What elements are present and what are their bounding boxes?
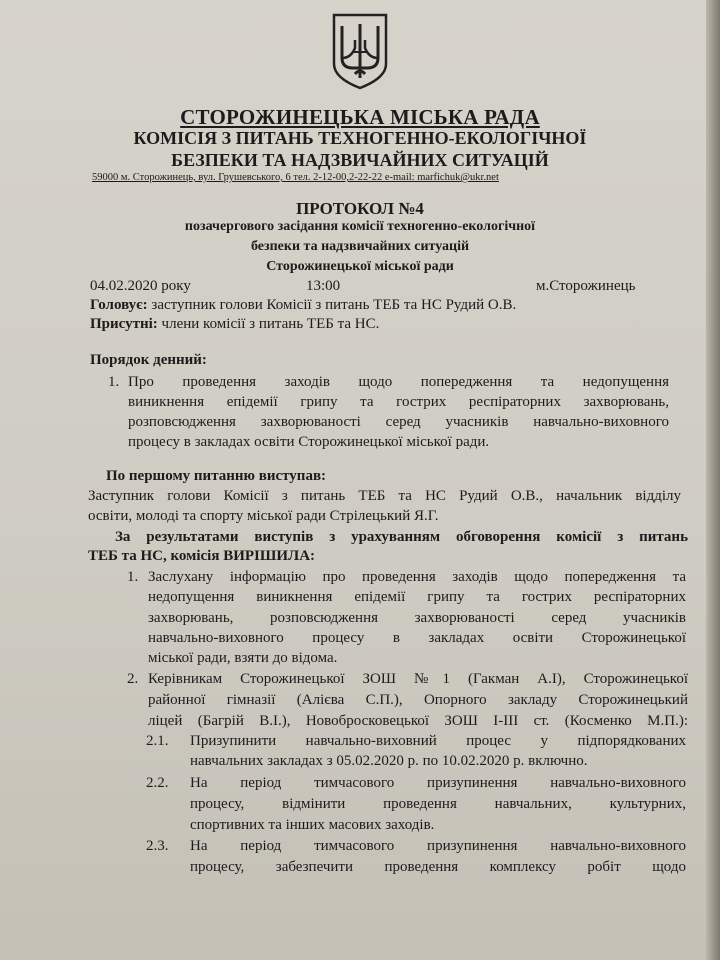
chair-text: заступник голови Комісії з питань ТЕБ та НС Рудий О.В. bbox=[147, 297, 517, 313]
decision-1-line: захворювань, розповсюдження захворюваності серед учасників bbox=[148, 610, 686, 626]
protocol-subtitle-line1: позачергового засідання комісії техногенно-екологічної bbox=[184, 219, 536, 234]
subitem-2-2-line: На період тимчасового призупинення навчально-виховного bbox=[190, 775, 686, 791]
commission-title-line2: БЕЗПЕКИ ТА НАДЗВИЧАЙНИХ СИТУАЦІЙ bbox=[171, 150, 549, 170]
present-label: Присутні: bbox=[90, 316, 158, 332]
decision-2-number: 2. bbox=[127, 671, 139, 687]
subitem-2-1-number: 2.1. bbox=[146, 733, 169, 749]
protocol-subtitle-line2: безпеки та надзвичайних ситуацій bbox=[250, 239, 470, 254]
decision-2-line: ліцей (Багрій В.І.), Новобросковецької ЗОШ І-ІІІ ст. (Косменко М.П.): bbox=[148, 713, 688, 729]
discussion-heading: По першому питанню виступав: bbox=[106, 468, 327, 484]
decision-heading-line2: ТЕБ та НС, комісія ВИРІШИЛА: bbox=[88, 548, 316, 564]
commission-title-line1: КОМІСІЯ З ПИТАНЬ ТЕХНОГЕННО-ЕКОЛОГІЧНОЇ bbox=[133, 128, 587, 148]
decision-2-line: районної гімназії (Алієва С.П.), Опорного закладу Сторожинецький bbox=[148, 692, 688, 708]
protocol-title: ПРОТОКОЛ №4 bbox=[296, 199, 424, 218]
decision-1-line: Заслухану інформацію про проведення заходів щодо попередження та bbox=[148, 569, 686, 585]
agenda-heading: Порядок денний: bbox=[90, 352, 207, 368]
subitem-2-3-line: На період тимчасового призупинення навчально-виховного bbox=[190, 838, 686, 854]
agenda-item-number: 1. bbox=[108, 374, 120, 390]
present-line bbox=[90, 316, 379, 333]
subitem-2-1-line: навчальних закладах з 05.02.2020 р. по 10.02.2020 р. включно. bbox=[190, 753, 588, 769]
subitem-2-1-line: Призупинити навчально-виховний процес у підпорядкованих bbox=[190, 733, 686, 749]
trident-emblem-icon bbox=[331, 12, 389, 90]
decision-1-line: міської ради, взяти до відома. bbox=[148, 650, 338, 666]
subitem-2-3-number: 2.3. bbox=[146, 838, 169, 854]
meeting-time: 13:00 bbox=[306, 278, 341, 294]
meeting-place: м.Сторожинець bbox=[536, 278, 636, 294]
meeting-date: 04.02.2020 року bbox=[90, 278, 191, 294]
decision-heading-line1: За результатами виступів з урахуванням обговорення комісії з питань bbox=[115, 529, 688, 545]
subitem-2-2-line: процесу, відмінити проведення навчальних, культурних, bbox=[190, 796, 686, 812]
subitem-2-2-number: 2.2. bbox=[146, 775, 169, 791]
agenda-item-line: виникнення епідемії грипу та гострих респіраторних захворювань, bbox=[128, 394, 669, 410]
decision-1-line: навчально-виховного процесу в закладах освіти Сторожинецької bbox=[148, 630, 686, 646]
subitem-2-3-line: процесу, забезпечити проведення комплексу робіт щодо bbox=[190, 859, 686, 875]
decision-1-number: 1. bbox=[127, 569, 139, 585]
chair-label: Головує: bbox=[90, 297, 148, 313]
chair-line bbox=[90, 297, 516, 314]
decision-2-line: Керівникам Сторожинецької ЗОШ №1 (Гакман А.І), Сторожинецької bbox=[148, 671, 688, 687]
agenda-item-line: розповсюдження захворюваності серед учасників навчально-виховного bbox=[128, 414, 669, 430]
subitem-2-2-line: спортивних та інших масових заходів. bbox=[190, 817, 435, 833]
present-text: члени комісії з питань ТЕБ та НС. bbox=[157, 316, 380, 332]
agenda-item-line: процесу в закладах освіти Сторожинецької міської ради. bbox=[128, 434, 490, 450]
discussion-line: Заступник голови Комісії з питань ТЕБ та НС Рудий О.В., начальник відділу bbox=[88, 488, 681, 504]
decision-1-line: недопущення виникнення епідемії грипу та гострих респіраторних bbox=[148, 589, 686, 605]
agenda-item-line: Про проведення заходів щодо попередження та недопущення bbox=[128, 374, 669, 390]
protocol-subtitle-line3: Сторожинецької міської ради bbox=[266, 259, 454, 274]
address-line: 59000 м. Сторожинець, вул. Грушевського, 6 тел. 2-12-00,2-22-22 e-mail: marfichuk@ukr.net bbox=[92, 172, 499, 183]
discussion-line: освіти, молоді та спорту міської ради Стрілецький Я.Г. bbox=[88, 508, 439, 524]
council-title: СТОРОЖИНЕЦЬКА МІСЬКА РАДА bbox=[180, 105, 540, 129]
